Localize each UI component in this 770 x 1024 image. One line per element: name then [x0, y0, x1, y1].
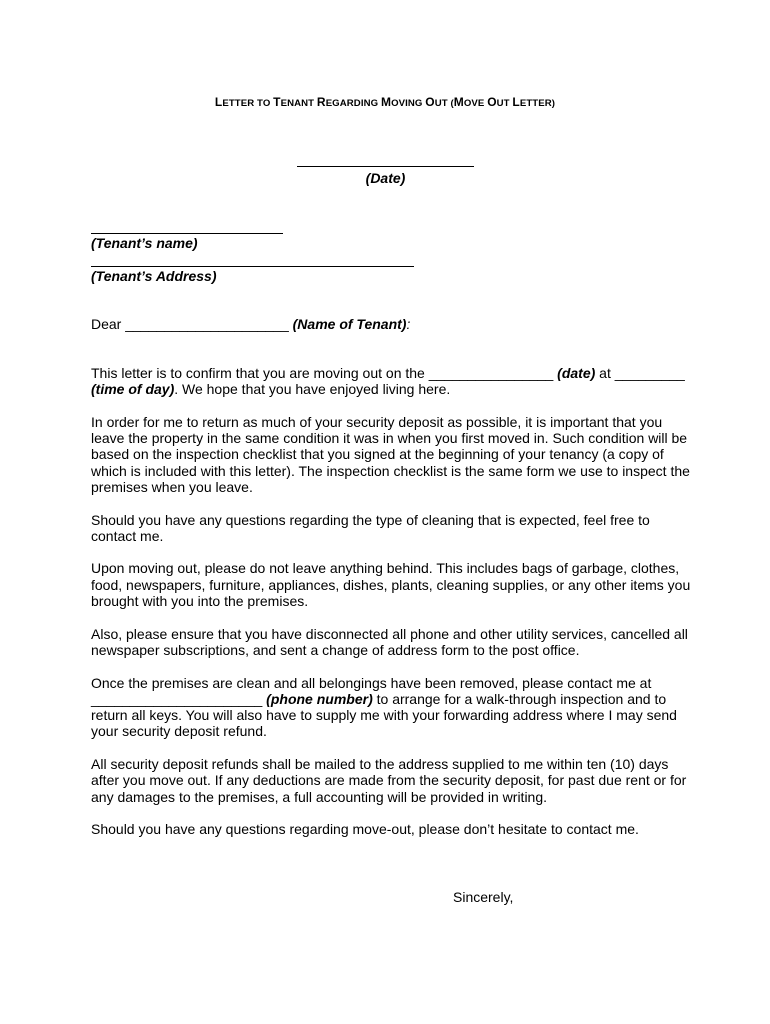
- closing-sincerely: Sincerely,: [453, 889, 514, 905]
- title-part: ENANT: [280, 98, 317, 109]
- phone-blank: ______________________: [91, 690, 263, 707]
- date-label: (Date): [365, 170, 406, 186]
- paragraph-questions: Should you have any questions regarding move-out, please don’t hesitate to contact me.: [91, 821, 639, 838]
- paragraph-text: Once the premises are clean and all belongings have been removed, please contact me at: [91, 674, 652, 691]
- paragraph-text: to arrange for a walk-through inspection and to return all keys. You will also have to supply me with your forwarding address where I may send your security deposit refund.: [91, 690, 677, 740]
- paragraph-text: This letter is to confirm that you are moving out on the: [91, 364, 429, 381]
- title-part: L: [214, 95, 223, 109]
- title-part: OVE: [463, 98, 488, 109]
- title-part: O: [487, 95, 497, 109]
- letter-body: [91, 316, 691, 854]
- salutation: [91, 316, 691, 332]
- paragraph-cleaning: Should you have any questions regarding the type of cleaning that is expected, feel free to contact me.: [91, 511, 650, 544]
- letter-title: [0, 95, 770, 109]
- phone-field-label: (phone number): [262, 690, 373, 707]
- tenant-name-label: (Tenant’s name): [91, 235, 198, 251]
- title-part: L: [512, 95, 520, 109]
- paragraph-refunds: All security deposit refunds shall be mailed to the address supplied to me within ten (10) days after you move out. If any deductions are made from the security deposit, for past due rent or for any damages to the premises, a full accounting will be provided in writing.: [91, 756, 687, 805]
- title-part: UT: [496, 98, 513, 109]
- date-field-label: (date): [553, 364, 596, 381]
- paragraph-contact: [91, 675, 691, 740]
- title-part: UT (: [434, 98, 454, 109]
- paragraph-text: at: [595, 364, 615, 381]
- tenant-name-blank-line: [91, 233, 283, 234]
- paragraph-utilities: Also, please ensure that you have disconnected all phone and other utility services, cancelled all newspaper subscriptions, and sent a change of address form to the post office.: [91, 625, 688, 658]
- title-part: R: [316, 95, 326, 109]
- salutation-dear: Dear: [91, 316, 126, 332]
- title-part: M: [453, 95, 464, 109]
- title-part: T: [273, 95, 281, 109]
- date-blank: ________________: [428, 364, 554, 381]
- tenant-address-label: (Tenant’s Address): [91, 268, 217, 284]
- title-part: ETTER TO: [222, 98, 274, 109]
- salutation-colon: :: [406, 316, 411, 332]
- tenant-address-blank-line: [91, 266, 414, 267]
- title-part: O: [425, 95, 435, 109]
- paragraph-security-deposit: In order for me to return as much of your security deposit as possible, it is important that you leave the property in the same condition it was in when you first moved in. Such condition will be based on the inspection checklist that you signed at the beginning of your tenancy (a copy of which is included with this letter). The inspection checklist is the same form we use to inspect the premises when you leave.: [91, 413, 690, 495]
- title-part: OVING: [391, 98, 426, 109]
- date-blank-line: [297, 166, 474, 167]
- time-field-label: (time of day): [91, 381, 175, 398]
- title-part: M: [380, 95, 392, 109]
- paragraph-text: . We hope that you have enjoyed living here.: [174, 381, 451, 398]
- salutation-blank: _____________________: [125, 316, 289, 332]
- time-blank: _________: [614, 364, 685, 381]
- title-part: ETTER): [519, 98, 556, 109]
- paragraph-leave-nothing: Upon moving out, please do not leave anything behind. This includes bags of garbage, clothes, food, newspapers, furniture, appliances, dishes, plants, cleaning supplies, or any other items you brought with you into the premises.: [91, 560, 691, 610]
- salutation-name-label: (Name of Tenant): [292, 316, 407, 332]
- title-part: EGARDING: [325, 98, 381, 109]
- paragraph-move-out-date: [91, 365, 691, 398]
